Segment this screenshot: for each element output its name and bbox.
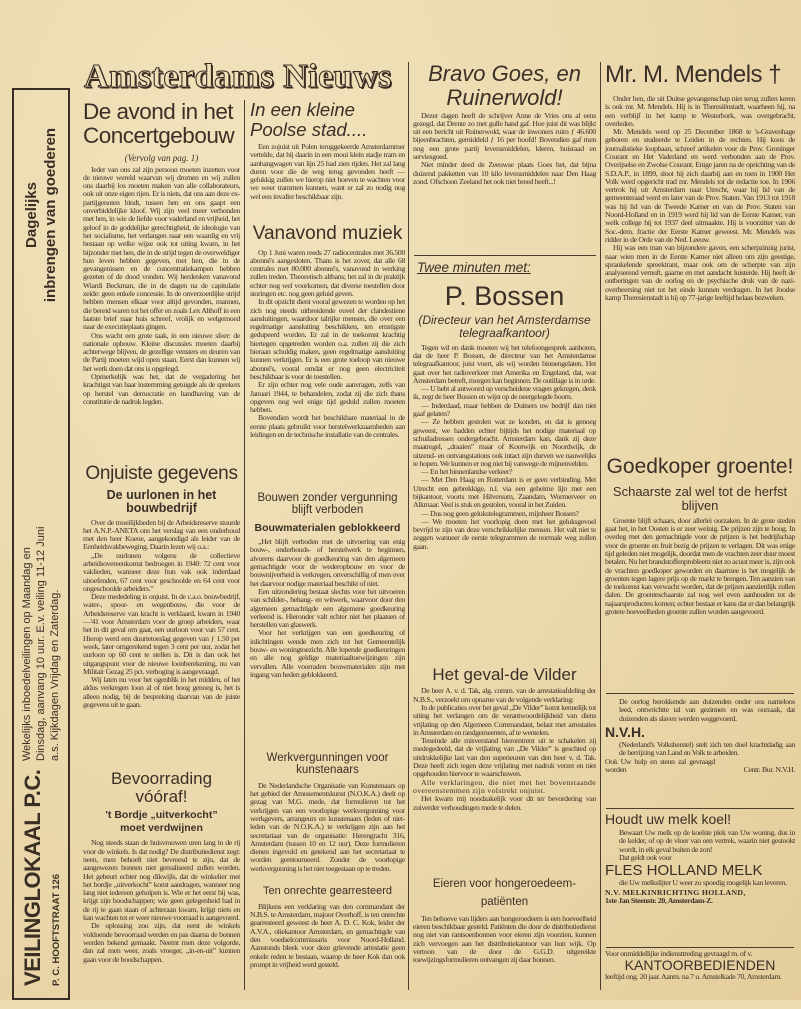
paragraph: — We moeten het voorlopig doen met het geluksgevoel bevrijd te zijn van deze verschrikkelijke mensen. Het valt niet te zeggen wanneer de eerste telegrammen de normale weg zullen gaan. bbox=[413, 516, 596, 551]
section-rule bbox=[606, 947, 794, 948]
paragraph: De heer A. v. d. Tak, alg. comm. van de arrestatieafdeling der N.B.S., verzoekt om opname van de volgende verklaring: bbox=[413, 687, 596, 704]
subheadline: moet verdwijnen bbox=[120, 822, 203, 835]
paragraph: Wij laten nu voor het ogenblik in het midden, of het aldus verkregen loon al of niet hoog genoeg is, het is alleen nodig, bij de bespreking daarvan van de juiste gegevens uit te gaan. bbox=[83, 675, 240, 710]
paragraph: Er zijn echter nog vele oude aanvragen, zelfs van Januari 1944, te behandelen, zodat zij die zich thans opgeven nog wel enige tijd geduld zullen moeten hebben. bbox=[250, 380, 405, 415]
paragraph: — U hebt al antwoord op verscheidene vragen gekregen, denk ik, zegt de heer Bossen en wijst op de neergelegde hoorn. bbox=[413, 384, 596, 402]
headline-line: Concertgebouw bbox=[83, 123, 235, 149]
ad-text: leeftijd ong. 20 jaar. Aanm. na 7 u. Amstelkade 70, Amsterdam. bbox=[605, 973, 782, 982]
ad-callout-line: inbrengen van goederen bbox=[42, 127, 59, 303]
subheadline: (Directeur van het Amsterdamse telegraafkantoor) bbox=[418, 312, 591, 340]
article-bouwen-zonder-vergunning bbox=[250, 492, 405, 744]
subheadline: De uurlonen in het bouwbedrijf bbox=[106, 487, 217, 516]
paragraph: Ieder van ons zal zijn persoon moeten inzetten voor de nieuwe wereld waarvan wij dromen en wij zullen ons daarbij los moeten maken van alle collaborateurs, ook uit onze eigen rijen. Er is niets, dat ons aan deze ex-partijgenoten bindt, tussen hen en ons gaapt een onverbiddelijke kloof. Wij zijn veel meer verbonden met hen, in wie de liefde voor vaderland en vrijheid, het geloof in de goddelijke gerechtigheid, de ideologie van het socialisme, het verlangen naar een waardig en vrij bestaan op welke wijze ook tot uiting kwam, in het bijzonder met hen, die in de strijd tegen de overweldiger hun leven hebben gegeven, met hen, die in de gevangenissen en de concentratiekampen hebben gezeten of de dood vonden. Wij herdenken vanavond Wiardi Beckman, die in de dagen na de capitulatie zeide: geen enkele concessie. In de onverzoenlijke strijd hebben mensen elkaar voor altijd gevonden, mannen, die bereid waren tot het offer en zoals Lex Althoff in een laatste brief naar huis schreef, vrolijk en welgemoed naar de executieplaats gingen. bbox=[83, 165, 240, 332]
paragraph: Voor het verkrijgen van een goedkeuring of inlichtingen wende men zich tot het Gemeentelijk bouw- en woningtoezicht. Alle lopende goedkeuringen en alle nog geldige materiaaltoewijzingen zijn vervallen. Alle voorraden bouwmaterialen zijn met ingang van heden geblokkeerd. bbox=[250, 628, 405, 679]
paragraph: Een uitzondering bestaat slechts voor het uitvoeren van schilder-, behang- en witwerk, waarvoor door den algemeen gemachtigde een algemene goedkeuring verleend is. Hieronder valt echter niet het plaatsen of herstellen van glaswerk. bbox=[250, 586, 405, 630]
paragraph: — En het binnenlandse verkeer? bbox=[421, 467, 513, 477]
headline-line: Eieren voor hongeroedeem- bbox=[432, 878, 577, 890]
headline: Mr. M. Mendels † bbox=[605, 61, 782, 88]
paragraph: — Dus nog geen gelukstelegrammen, mijnheer Bossen? bbox=[421, 508, 579, 518]
article-vanavond-muziek bbox=[250, 224, 405, 489]
paragraph: Alle verklaringen, die niet met het bovenstaande overeenstemmen zijn volstrekt onjuist. bbox=[413, 777, 596, 795]
article-body bbox=[605, 517, 795, 682]
headline: Goedkoper groente! bbox=[606, 455, 794, 478]
subheadline: Bouwmaterialen geblokkeerd bbox=[254, 521, 401, 534]
paragraph: Hij was een man van bijzondere gaven, een scherpzinnig jurist, naar wien men in de Eerste Kamer niet alleen om zijn geestige, sprankelende spreektrant, maar ook om de scherpte van zijn analyserend vernuft, gaarne en met aandacht luisterde. Hij heeft de ontberingen van de oorlog en de psychische druk van de nazi-overheersing niet tot het einde kunnen verdragen. In het Joodse kamp Theresienstadt is hij op 77-jarige leeftijd helaas bezweken. bbox=[605, 243, 795, 303]
advertisement-nvh bbox=[605, 698, 795, 774]
ad-headline: N.V.H. bbox=[605, 723, 645, 740]
ad-company: N.V. MELKINRICHTING HOLLAND, bbox=[605, 888, 746, 897]
ad-intro: De oorlog berokkende aan duizenden onder ons nameloos leed, ontwrichtte tal van gezinnen en was oorzaak, dat duizenden als slaven werden weggevoerd. bbox=[619, 698, 795, 723]
paragraph: Niet minder deed de Zeeuwse plaats Goes het, dat bijna duizend pakketten van 10 kilo levensmiddelen naar Den Haag zond. Ofschoon Zeeland het ook niet breed heeft...! bbox=[413, 160, 596, 186]
paragraph: Onder hen, die uit Duitse gevangenschap niet terug zullen keren is ook mr. M. Mendels. Hij is in Theresiënstadt, waarheen hij, na een verblijf in het kamp te Westerbork, was overgebracht, overleden. bbox=[605, 94, 795, 128]
ad-line: Wekelijks inboedelveilingen op Maandag en bbox=[21, 547, 33, 761]
article-eieren bbox=[413, 878, 596, 991]
paragraph: Ons wacht een grote taak, in een nieuwe sfeer: de nationale opbouw. Kleine discussies moeten daarbij achterwege blijven, de gezellige vensters en deuren van de Partij moeten wijd open staan. Eerst dan kunnen wij het werk doen dat ons is opgelegd. bbox=[83, 330, 240, 373]
ad-callout bbox=[22, 90, 60, 340]
ad-headline: Houdt uw melk koel! bbox=[605, 811, 732, 827]
advertisement-vacature bbox=[605, 950, 795, 982]
advertisement-holland-melk bbox=[605, 812, 795, 905]
ad-signature: Centr. Bur. N.V.H. bbox=[743, 765, 795, 774]
paragraph: — Met Den Haag en Rotterdam is er geen verbinding. Met Utrecht een gebrekkige, n.l. via een geheime lijn met een bijkantoor, voorts met Hilversum, Zaandam, Wormerveer en Alkmaar. Veel is stuk en gestolen, vooral in het Zuiden. bbox=[413, 475, 596, 510]
paragraph: Het kwam mij noodzakelijk voor dit ter bevordering van zuiverder verhoudingen mede te delen. bbox=[413, 794, 596, 812]
column-rule bbox=[408, 62, 409, 990]
headline-line: patiënten bbox=[480, 896, 529, 909]
article-body bbox=[250, 782, 405, 878]
paragraph: De Nederlandsche Organisatie van Kunstenaars op het gebied der Amusementskunst (N.O.K.A.) deelt op gezag van M.G. mede, dat formulieren tot het verkrijgen van een voorlopige werkvergunning voor werkgevers, arrangeurs en kunstenaars (leden of niet-leden van de N.O.K.A.) te verkrijgen zijn aan het secretariaat van de organisatie: Herengracht 316, Amsterdam (tussen 10 en 12 uur). Deze formulieren dienen ingevuld en getekend aan het secretariaat te worden geretourneerd. Zonder de voorlopige werkvergunning is het niet toegestaan op te treden. bbox=[250, 781, 405, 873]
headline: In een kleine Poolse stad.... bbox=[250, 99, 368, 140]
paragraph: In dit opzicht dient vooral gewezen te worden op het zich nog steeds uitbreidende euvel der clandestiene aansluitingen, waardoor talrijke mensen, die over een regelmatige aansluiting beschikken, ten ernstigste gedupeerd worden. Er zal in de toekomst krachtig hiertegen opgetreden worden o.a. zullen zij die zich hieraan schuldig maken, geen regelmatige aansluiting kunnen verkrijgen. Er is een grote toeloop van nieuwe abonné's, vooral omdat er nog geen electriciteit beschikbaar is voor de toestellen. bbox=[250, 297, 405, 381]
headline bbox=[83, 100, 240, 149]
headline-line: De avond in het bbox=[83, 99, 234, 124]
ad-address: P. C. HOOFTSTRAAT 126 bbox=[51, 873, 62, 986]
ad-text: (Nederland's Volksherstel) stelt zich ten doel krachtdadig aan de herrijzing van Land en Volk te arbeiden. bbox=[619, 741, 795, 758]
column-rule bbox=[600, 62, 601, 990]
ad-text: Dat geldt ook voor bbox=[619, 854, 672, 862]
headline: Bevoorrading vóóraf! bbox=[110, 769, 213, 807]
headline: Vanavond muziek bbox=[252, 223, 403, 244]
paragraph: Deze mededeling is onjuist. In de c.a.o. bouwbedrijf, water-, spoor- en wegenbouw, die voor de Arbeidsreserve van kracht is verklaard, kwam in 1940—'41 voor Amsterdam voor de groep arbeiders, waar het in dit geval om gaat, een uurloon voor van 57 cent. Hierop werd een duurtetoeslag gegeven van ƒ 1.50 per week, later omgerekend tegen 3 cent per uur, zodat het uurloon op 60 cent te stellen is. Dit is dan ook het uitgangspunt voor de nieuwe loonberekening, nu van Militair Gezag 25 pct. verhoging is aangevraagd. bbox=[83, 592, 240, 676]
article-body bbox=[83, 166, 240, 462]
ad-callout-line: Dagelijks bbox=[23, 182, 40, 248]
article-werkvergunningen bbox=[250, 752, 405, 878]
paragraph: De oplossing zou zijn, dat eerst de winkels voldoende bevoorraad werden en pas daarna de bonnen werden bekend gemaakt. Neemt men deze volgorde, dan zal men weer, zoals vroeger, „in-en-uit” kunnen gaan voor de boodschappen. bbox=[83, 921, 240, 964]
section-rule bbox=[606, 693, 794, 694]
ad-brand: FLES HOLLAND MELK bbox=[605, 862, 763, 880]
headline: Onjuiste gegevens bbox=[85, 463, 238, 484]
paragraph: — Inderdaad, maar hebben de Duitsers uw bedrijf dan niet gaaf gelaten? bbox=[413, 400, 596, 419]
article-body bbox=[250, 249, 405, 489]
column-rule bbox=[244, 100, 245, 990]
paragraph: Nog steeds staan de huisvrouwen uren lang in de rij voor de winkels. Is dat nodig? De distributiedienst zegt: neen, men behoeft niet bevreesd te zijn, dat de aangewezen bonnen niet gerealiseerd zullen worden. Het gebeurt echter nog dikwijls, dat de winkelier met het bordje „uitverkocht” komt aandragen, wanneer nog lang niet iedereen geholpen is. Wie er het eerst bij was, krijgt zijn boodschappen; wie geen gelegenheid had in de rij te gaan staan of achteraan kwam, krijgt niets en kan wachten tot er weer nieuwe voorraad is aangevoerd. bbox=[83, 839, 240, 923]
article-onjuiste-gegevens bbox=[83, 464, 240, 759]
section-masthead: Amsterdams Nieuws bbox=[84, 58, 392, 95]
article-geval-de-vilder bbox=[413, 666, 596, 867]
article-body bbox=[250, 538, 405, 744]
headline-line: Ruinerwold! bbox=[446, 84, 563, 110]
section-rule bbox=[414, 255, 596, 256]
paragraph: „Het blijft verboden met de uitvoering van enig bouw-, onderhouds- of herstelwerk te beginnen, alvorens daarvoor de goedkeuring van den algemeen gemachtigde voor de wederopbouw en voor de bouwnijverheid is verkregen, onverschillig of men over het daarvoor nodige materiaal beschikt of niet. bbox=[250, 538, 405, 588]
ad-line: Dinsdag, aanvang 10 uur. E.v. veiling 11-12 Juni bbox=[35, 526, 47, 761]
article-concertgebouw bbox=[83, 100, 240, 462]
article-p-bossen bbox=[413, 261, 596, 644]
headline bbox=[413, 62, 596, 110]
article-bravo-goes bbox=[413, 62, 596, 247]
headline: Ten onrechte gearresteerd bbox=[262, 885, 393, 897]
headline: Werkvergunningen voor kunstenaars bbox=[266, 752, 389, 777]
paragraph: Teneinde alle misverstand hieromtrent uit te schakelen zij medegedeeld, dat de vrijlating van „De Vilder” is geschied op uitdrukkelijke last van den superieuren van den heer v. d. Tak. Deze heeft zich tegen deze vrijlating met nadruk verzet en niet opgehouden hiervoor te waarschuwen. bbox=[413, 736, 596, 779]
headline bbox=[413, 878, 596, 909]
paragraph: In de publicaties over het geval „De Vilder” komt kennelijk tot uiting het verlangen om de verantwoordelijkheid van diens vrijlating op den Algemeen Commandant, belast met arrestaties in Amsterdam en randgemeenten, af te wentelen. bbox=[413, 702, 596, 737]
ad-company-address: 1ste Jan Steenstr. 20, Amsterdam-Z. bbox=[605, 897, 713, 906]
paragraph: Een zojuist uit Polen teruggekeerde Amsterdammer vertelde, dat hij daarin in een mooi klein stadje tram en aanhangwagen van lijn 25 had zien rijden. Het zal lang duren voor die de weg terug gevonden heeft — gelukkig zullen we hierop niet hoeven te wachten voor we weer trammen kunnen, want er zal zo nodig nog wel een invaller beschikbaar zijn. bbox=[250, 142, 405, 201]
article-goedkoper-groente bbox=[605, 456, 795, 682]
ad-footer bbox=[605, 758, 795, 775]
paragraph: Mr. Mendels werd op 25 December 1868 te 's-Gravenhage geboren en studeerde te Leiden in de rechten. Hij koos de journalistieke loopbaan, schreef artikelen voor de Prov. Groninger Courant en Het Vaderland en werd verbonden aan de Prov. Overijselse en Zwolse Courant. Enige jaren na de oprichting van de S.D.A.P., in 1899, sloot hij zich daarbij aan en toen in 1900 Het Volk werd opgericht trad mr. Mendels tot de redactie toe. In 1906 vertrok hij uit Amsterdam naar Utrecht, waar hij lid van de gemeenteraad werd en later van de Prov. Staten. Van 1913 tot 1918 was hij lid van de Tweede Kamer en van de Prov. Staten van Noord-Holland en in 1919 werd hij lid van de Eerste Kamer, van welk college hij tot 1937 deel uitmaakte. Hij is voorzitter van de Soc.-dem. fractie der Eerste Kamer geweest. Mr. Mendels was ridder in de Orde van de Ned. Leeuw. bbox=[605, 127, 795, 244]
article-mendels bbox=[605, 62, 795, 433]
ad-title: VEILINGLOKAAL P.C. bbox=[20, 769, 45, 986]
paragraph: Blijkens een verklaring van den commandant der N.B.S. te Amsterdam, majoor Overhoff, is ten onrechte gearresteerd geweest de heer A. D. C. Kok, leider der A.V.A., oliekantoor Amsterdam, en gemachtigde van den voedselcommissaris voor Noord-Holland. Aanstonds bleek voor deze grievende arrestatie geen enkele reden te bestaan, waarop de heer Kok dan ook prompt in vrijheid werd gesteld. bbox=[250, 902, 405, 969]
paragraph: Over de moeilijkheden bij de Arbeidsreserve stuurde het A.N.P.-ANETA ons het verslag van een onderhoud met den heer Koene, aangekondigd als leider van de Eenheidsvakbeweging. Daarin lezen wij o.a.: bbox=[83, 518, 240, 552]
continuation-note: (Vervolg van pag. 1) bbox=[124, 152, 199, 163]
section-rule bbox=[606, 808, 794, 809]
kicker: Twee minuten met: bbox=[417, 260, 531, 275]
ad-text bbox=[20, 340, 62, 771]
article-poolse-stad bbox=[250, 100, 405, 219]
headline: Bouwen zonder vergunning blijft verboden bbox=[257, 492, 398, 517]
subheadline: 't Bordje „uitverkocht” bbox=[105, 808, 218, 821]
paragraph: „De uurlonen volgens de collectieve arbeidsovereenkomst bedroegen in 1940: 72 cent voor vaklieden, wanneer deze hun vak ook inderdaad uitoefenden, 67 cent voor geschoolde en 64 cent voor ongeschoolde arbeiders.” bbox=[83, 550, 240, 593]
paragraph: Opmerkelijk was het, dat de vergadering het krachtigst van haar instemming getuigde als de sprekers op herstel van democratie en handhaving van de constitutie de nadruk legden. bbox=[83, 372, 240, 406]
ad-text: die Uw melkslijter U weer zo spoedig mogelijk kan leveren. bbox=[619, 879, 787, 888]
subheadline: Schaarste zal wel tot de herfst blijven bbox=[612, 483, 788, 513]
article-body bbox=[413, 915, 596, 991]
paragraph: Tegen wil en dank moeten wij het telefoongesprek aanhoren, dat de heer P. Bossen, de directeur van het Amsterdamse telegraafkantoor, juist voert, als wij worden binnengelaten. Het gaat over het radioverkeer met Amerika en Engeland, dat, wat Amsterdam betreft, morgen kan beginnen. De outillage is in orde. bbox=[413, 343, 596, 385]
paragraph: Bovendien wordt het beschikbare materiaal in de eerste plaats gebruikt voor herstelwerkzaamheden aan leidingen en de technische installatie van de centrales. bbox=[250, 413, 405, 440]
article-body bbox=[83, 839, 240, 1009]
article-bevoorrading bbox=[83, 770, 240, 1009]
article-body bbox=[83, 519, 240, 759]
ad-line: a.s. Kijkdagen Vrijdag en Zaterdag. bbox=[49, 589, 61, 761]
ad-text: Bewaart Uw melk op de koelste plek van Uw woning, dus in de kelder, of op de vloer van een vertrek, waarin niet gestookt wordt, in elk geval buiten de zon! bbox=[619, 829, 795, 854]
paragraph: Dezer dagen heeft de schrijver Anne de Vries ons al eens gezegd, dat Drente zo met gulle hand gaf. Hoe juist dit was blijkt uit een bericht uit Ruinerwold, waar de inwoners ruim ƒ 46.600 bijeenbrachten, gemiddeld ƒ 16 per hoofd! Bovendien gaf men nog een grote partij levensmiddelen, kleren, huisraad en serviesgoed. bbox=[413, 111, 596, 161]
headline: Het geval-de Vilder bbox=[432, 665, 577, 684]
paragraph: Groente blijft schaars, door allerlei oorzaken. In de grote steden gaat het, in het Oosten is er zeer weinig. De prijzen zijn te hoog. In overleg met den gemachtigde voor de prijzen is het bedrijfschap voor de groente en fruit bezig de prijzen te verlagen. Dit was enige tijd geleden niet mogelijk, doordat men de vrachten zeer duur moest betalen. Nu het brandstoffenprobleem niet zo acuut meer is, zijn ook de vrachten goedkoper geworden en daarmee is het mogelijk de groenten tegen lagere prijs op de markt te brengen. Ten aanzien van de toekomst kan verwacht worden, dat de prijzen aanzienlijk zullen dalen. De groenteschaarste zal nog wel even aanhouden tot de najaarsproducten komen; echter bestaat er kans dat er dan belangrijk grotere hoeveelheden groente zullen worden aangevoerd. bbox=[605, 516, 795, 616]
paragraph: Op 1 Juni waren reeds 27 radiocentrales met 36.500 abonné's aangesloten. Thans is het zover, dat alle 68 centrales met 80.000 abonné's, vanavond in werking zullen treden. Theoretisch althans; het zal in de praktijk echter nog wel voorkomen, dat diverse toestellen door storingen etc. nog geen geluid geven. bbox=[250, 248, 405, 298]
ad-appeal: Ook Uw hulp en steun zal gevraagd worden bbox=[605, 757, 715, 774]
article-body bbox=[605, 95, 795, 433]
article-ten-onrechte-gearresteerd bbox=[250, 886, 405, 989]
headline: P. Bossen bbox=[444, 280, 565, 311]
article-body bbox=[250, 143, 405, 219]
article-body bbox=[250, 903, 405, 989]
article-body bbox=[413, 687, 596, 867]
paragraph: Ten behoeve van lijders aan hongeroedeem is een hoeveelheid eieren beschikbaar gesteld. Patiënten die door de distributiedienst nog niet van rantsoenbonnen voor eieren zijn voorzien, kunnen zich vervoegen aan het distributiekantoor van hun wijk. Op vertoon van de door de G.G.D. uitgereikte toewijzingsformulieren ontvangen zij daar bonnen. bbox=[413, 914, 596, 965]
ad-intro: Voor onmiddellijke indiensttreding gevraagd m. of v. bbox=[605, 950, 753, 958]
headline-line: Bravo Goes, en bbox=[428, 61, 581, 86]
auction-advertisement bbox=[12, 88, 70, 1000]
ad-headline: KANTOORBEDIENDEN bbox=[624, 957, 776, 974]
article-body bbox=[413, 344, 596, 644]
paragraph: — Ze hebben gestolen wat ze konden, en dat is genoeg geweest, we hadden echter bijtijds het nodige materiaal op schuiladressen ondergebracht. Amsterdam kan, dank zij deze maatregel, „draaien” maar of Kootwijk en Noordwijk, de uitzend- en ontvangstations ook intact zijn durven we nauwelijks te hopen. We kunnen er nog niet bij vanwege de mijnenvelden. bbox=[413, 417, 596, 468]
article-body bbox=[413, 112, 596, 247]
